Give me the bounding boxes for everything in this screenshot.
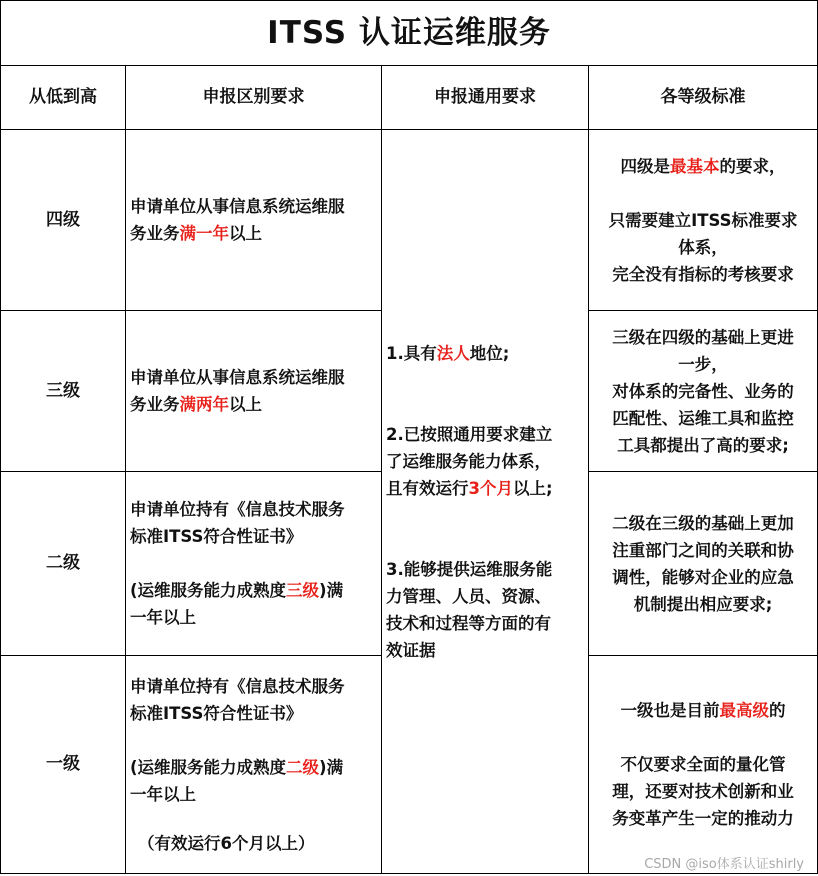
highlight-text: 法人	[436, 343, 470, 363]
level-name: 四级	[1, 130, 126, 311]
level-name: 二级	[1, 472, 126, 656]
level-name: 一级	[1, 656, 126, 874]
highlight-text: 最基本	[670, 156, 720, 176]
watermark: CSDN @iso体系认证shirly	[644, 857, 804, 872]
level-name: 三级	[1, 311, 126, 472]
specific-requirement: 申请单位从事信息系统运维服 务业务满两年以上	[126, 311, 382, 472]
specific-requirement: 申请单位持有《信息技术服务 标准ITSS符合性证书》 (运维服务能力成熟度三级)满 一年以上	[126, 472, 382, 656]
specific-requirement: 申请单位持有《信息技术服务 标准ITSS符合性证书》 (运维服务能力成熟度二级)满 一年以上 （有效运行6个月以上）	[126, 656, 382, 874]
header-general-requirements: 申报通用要求	[382, 66, 589, 130]
header-level: 从低到高	[1, 66, 126, 130]
highlight-text: 3个月	[468, 478, 513, 498]
specific-requirement: 申请单位从事信息系统运维服 务业务满一年以上	[126, 130, 382, 311]
page-title: ITSS 认证运维服务	[1, 1, 818, 66]
highlight-text: 最高级	[719, 701, 770, 720]
level-standard: 二级在三级的基础上更加 注重部门之间的关联和协 调性，能够对企业的应急 机制提出相应要求;	[589, 472, 818, 656]
highlight-text: 三级	[286, 581, 320, 600]
highlight-text: 满一年	[179, 224, 229, 243]
highlight-text: 二级	[286, 757, 320, 777]
header-specific-requirements: 申报区别要求	[126, 66, 382, 130]
level-standard: 一级也是目前最高级的 不仅要求全面的量化管 理，还要对技术创新和业 务变革产生一定的推动力	[589, 656, 818, 874]
level-standard: 四级是最基本的要求， 只需要建立ITSS标准要求 体系， 完全没有指标的考核要求	[589, 130, 818, 311]
general-requirements: 1.具有法人地位; 2.已按照通用要求建立 了运维服务能力体系， 且有效运行3个月以上; 3.能够提供运维服务能 力管理、人员、资源、 技术和过程等方面的有 效证据	[382, 130, 589, 874]
table-row-level-4	[1, 130, 818, 311]
header-level-standards: 各等级标准	[589, 66, 818, 130]
highlight-text: 满两年	[179, 395, 229, 414]
level-standard: 三级在四级的基础上更进 一步， 对体系的完备性、业务的 匹配性、运维工具和监控 工具都提出了高的要求;	[589, 311, 818, 472]
